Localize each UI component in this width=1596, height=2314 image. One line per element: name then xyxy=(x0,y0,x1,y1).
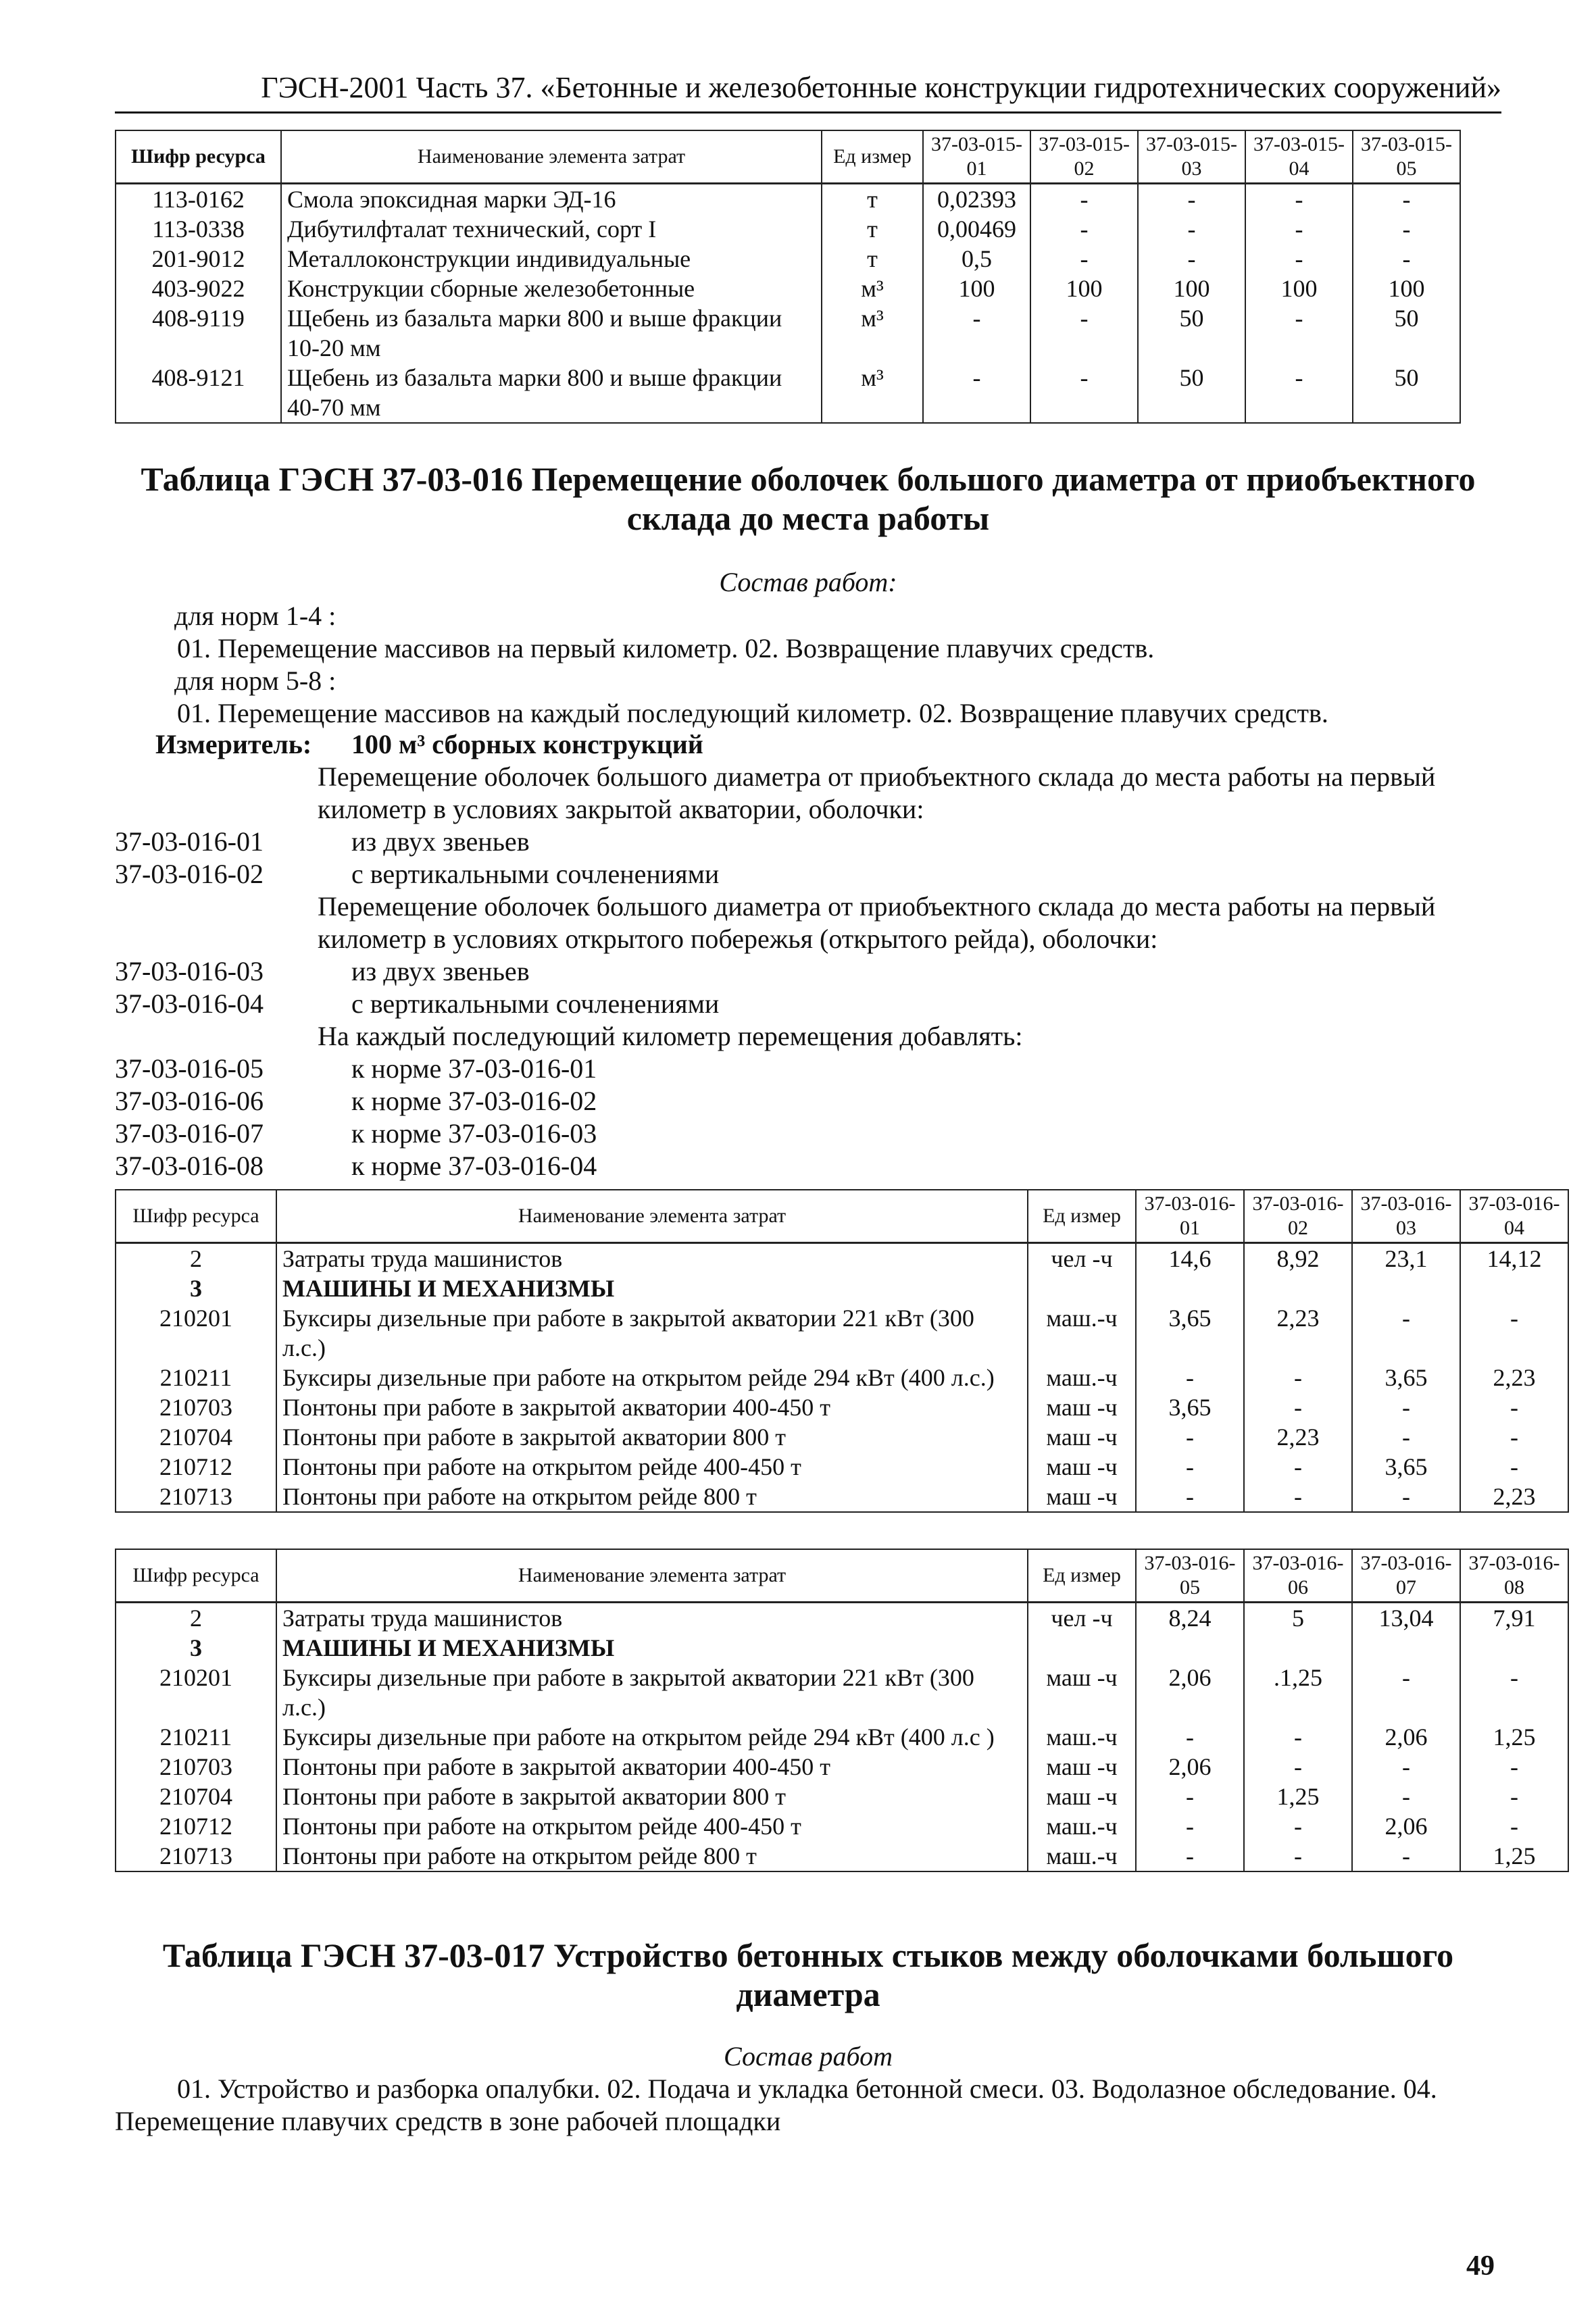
value-cell: 5 xyxy=(1244,1602,1352,1633)
value-cell xyxy=(1244,1633,1352,1663)
value-cell: - xyxy=(1352,1422,1460,1452)
norm-text: из двух звеньев xyxy=(351,826,530,857)
value-cell: 23,1 xyxy=(1352,1242,1460,1274)
running-header: ГЭСН-2001 Часть 37. «Бетонные и железобетонные конструкции гидротехнических сооружений» xyxy=(115,70,1501,114)
value-cell: - xyxy=(1353,183,1460,214)
unit-cell: маш -ч xyxy=(1028,1392,1136,1422)
resource-code-cell: 201-9012 xyxy=(116,244,281,274)
value-cell: 8,92 xyxy=(1244,1242,1352,1274)
value-cell xyxy=(1352,1633,1460,1663)
unit-cell: маш.-ч xyxy=(1028,1363,1136,1392)
table-row xyxy=(116,1242,1568,1274)
norm-text: с вертикальными сочленениями xyxy=(351,859,720,889)
table-row xyxy=(116,274,1460,303)
norm-code: 37-03-016-02 xyxy=(115,859,264,889)
unit-cell: т xyxy=(822,214,923,244)
value-cell: 2,23 xyxy=(1244,1422,1352,1452)
col-header: Наименование элемента затрат xyxy=(276,1549,1028,1602)
unit-cell: маш -ч xyxy=(1028,1482,1136,1512)
unit-cell: чел -ч xyxy=(1028,1242,1136,1274)
table-017-title: Таблица ГЭСН 37-03-017 Устройство бетонных стыков между оболочками большого диаметра xyxy=(162,1936,1454,2013)
value-cell: 100 xyxy=(923,274,1030,303)
unit-cell: маш -ч xyxy=(1028,1752,1136,1782)
col-header: Шифр ресурса xyxy=(116,130,281,183)
col-header: Ед измер xyxy=(1028,1190,1136,1242)
value-cell: - xyxy=(1244,1452,1352,1482)
resource-code-cell: 210704 xyxy=(116,1782,276,1811)
resource-code-cell: 113-0162 xyxy=(116,183,281,214)
value-cell: - xyxy=(1352,1482,1460,1512)
value-cell: 3,65 xyxy=(1136,1392,1244,1422)
col-header: 37-03-015-03 xyxy=(1138,130,1245,183)
resource-code-cell: 210704 xyxy=(116,1422,276,1452)
resource-code-cell: 210211 xyxy=(116,1363,276,1392)
value-cell: - xyxy=(1030,244,1138,274)
norms-range-label: для норм 1-4 : xyxy=(174,601,336,631)
value-cell xyxy=(1136,1274,1244,1303)
col-header: 37-03-016-02 xyxy=(1244,1190,1352,1242)
value-cell: 2,06 xyxy=(1352,1722,1460,1752)
resource-name-cell: Понтоны при работе на открытом рейде 800 т xyxy=(276,1482,1028,1512)
value-cell: 2,23 xyxy=(1244,1303,1352,1363)
norm-text: из двух звеньев xyxy=(351,956,530,986)
value-cell: - xyxy=(1136,1422,1244,1452)
value-cell: 0,5 xyxy=(923,244,1030,274)
composition-label-016: Состав работ: xyxy=(719,567,897,597)
resource-code-cell: 408-9121 xyxy=(116,363,281,423)
value-cell: 1,25 xyxy=(1244,1782,1352,1811)
value-cell: 50 xyxy=(1353,363,1460,423)
page-number: 49 xyxy=(1466,2250,1495,2282)
table-row xyxy=(116,1482,1568,1512)
unit-cell: маш.-ч xyxy=(1028,1811,1136,1841)
value-cell: - xyxy=(1352,1841,1460,1871)
value-cell: 14,6 xyxy=(1136,1242,1244,1274)
resource-name-cell: МАШИНЫ И МЕХАНИЗМЫ xyxy=(276,1633,1028,1663)
unit-cell: м³ xyxy=(822,363,923,423)
table-row xyxy=(116,1722,1568,1752)
value-cell xyxy=(1460,1633,1568,1663)
unit-cell: маш -ч xyxy=(1028,1452,1136,1482)
resource-name-cell: Затраты труда машинистов xyxy=(276,1242,1028,1274)
table-row xyxy=(116,214,1460,244)
value-cell: 13,04 xyxy=(1352,1602,1460,1633)
norm-code: 37-03-016-03 xyxy=(115,956,264,986)
resource-code-cell: 2 xyxy=(116,1602,276,1633)
value-cell: - xyxy=(923,363,1030,423)
resource-code-cell: 408-9119 xyxy=(116,303,281,363)
unit-cell: т xyxy=(822,183,923,214)
resource-code-cell: 210201 xyxy=(116,1303,276,1363)
resource-code-cell: 210712 xyxy=(116,1811,276,1841)
value-cell: - xyxy=(1244,1841,1352,1871)
value-cell: 3,65 xyxy=(1136,1303,1244,1363)
value-cell: 100 xyxy=(1138,274,1245,303)
resource-code-cell: 210703 xyxy=(116,1752,276,1782)
value-cell: - xyxy=(1244,1752,1352,1782)
value-cell: - xyxy=(1352,1392,1460,1422)
resource-code-cell: 2 xyxy=(116,1242,276,1274)
table-row xyxy=(116,1452,1568,1482)
table-row xyxy=(116,1363,1568,1392)
resource-code-cell: 210211 xyxy=(116,1722,276,1752)
value-cell: 1,25 xyxy=(1460,1722,1568,1752)
unit-cell: т xyxy=(822,244,923,274)
table-row xyxy=(116,183,1460,214)
resource-name-cell: Понтоны при работе на открытом рейде 400-450 т xyxy=(276,1452,1028,1482)
unit-cell: маш -ч xyxy=(1028,1422,1136,1452)
table-row xyxy=(116,1663,1568,1722)
norm-text: с вертикальными сочленениями xyxy=(351,988,720,1019)
value-cell: - xyxy=(1353,214,1460,244)
resource-name-cell: Смола эпоксидная марки ЭД-16 xyxy=(281,183,822,214)
value-cell: - xyxy=(1244,1811,1352,1841)
norm-code: 37-03-016-01 xyxy=(115,826,264,857)
col-header: Ед измер xyxy=(1028,1549,1136,1602)
value-cell xyxy=(1244,1274,1352,1303)
resource-name-cell: Конструкции сборные железобетонные xyxy=(281,274,822,303)
table-row xyxy=(116,1602,1568,1633)
resource-name-cell: Затраты труда машинистов xyxy=(276,1602,1028,1633)
value-cell: - xyxy=(1245,244,1353,274)
unit-cell: маш -ч xyxy=(1028,1782,1136,1811)
value-cell: 2,06 xyxy=(1352,1811,1460,1841)
resource-name-cell: Понтоны при работе на открытом рейде 800 т xyxy=(276,1841,1028,1871)
norm-group-description: Перемещение оболочек большого диаметра от приобъектного склада до места работы на первый километр в условиях закрытой акватории, оболочки: xyxy=(318,761,1436,824)
norm-code: 37-03-016-04 xyxy=(115,988,264,1019)
value-cell: - xyxy=(1136,1841,1244,1871)
resource-name-cell: Понтоны при работе в закрытой акватории 400-450 т xyxy=(276,1752,1028,1782)
value-cell: - xyxy=(1244,1363,1352,1392)
value-cell: - xyxy=(1030,303,1138,363)
value-cell: - xyxy=(1245,303,1353,363)
unit-cell: чел -ч xyxy=(1028,1602,1136,1633)
resource-code-cell: 210703 xyxy=(116,1392,276,1422)
resource-name-cell: Понтоны при работе в закрытой акватории 800 т xyxy=(276,1422,1028,1452)
value-cell: - xyxy=(1245,363,1353,423)
value-cell: - xyxy=(1460,1811,1568,1841)
table-row xyxy=(116,1752,1568,1782)
resource-code-cell: 113-0338 xyxy=(116,214,281,244)
resource-code-cell: 403-9022 xyxy=(116,274,281,303)
value-cell: - xyxy=(1460,1752,1568,1782)
value-cell: - xyxy=(1352,1303,1460,1363)
composition-label-017: Состав работ xyxy=(724,2041,893,2071)
value-cell: - xyxy=(1244,1482,1352,1512)
col-header: Шифр ресурса xyxy=(116,1549,276,1602)
norm-group-description: Перемещение оболочек большого диаметра от приобъектного склада до места работы на первый километр в условиях открытого побережья (открытого рейда), оболочки: xyxy=(318,891,1436,954)
norm-text: к норме 37-03-016-02 xyxy=(351,1086,597,1116)
value-cell: - xyxy=(1352,1752,1460,1782)
value-cell: 3,65 xyxy=(1352,1452,1460,1482)
value-cell: 7,91 xyxy=(1460,1602,1568,1633)
table-row xyxy=(116,363,1460,423)
col-header: 37-03-016-05 xyxy=(1136,1549,1244,1602)
value-cell: - xyxy=(1460,1663,1568,1722)
value-cell xyxy=(1136,1633,1244,1663)
resource-name-cell: Понтоны при работе в закрытой акватории 400-450 т xyxy=(276,1392,1028,1422)
value-cell: 2,23 xyxy=(1460,1482,1568,1512)
unit-cell: маш.-ч xyxy=(1028,1722,1136,1752)
norms-range-label: для норм 5-8 : xyxy=(174,665,336,696)
col-header: 37-03-015-02 xyxy=(1030,130,1138,183)
value-cell: 50 xyxy=(1353,303,1460,363)
col-header: 37-03-016-06 xyxy=(1244,1549,1352,1602)
value-cell: - xyxy=(1136,1782,1244,1811)
value-cell: - xyxy=(1138,244,1245,274)
value-cell: - xyxy=(1460,1303,1568,1363)
value-cell: 0,00469 xyxy=(923,214,1030,244)
resource-name-cell: Буксиры дизельные при работе на открытом рейде 294 кВт (400 л.с ) xyxy=(276,1722,1028,1752)
table-row xyxy=(116,1782,1568,1811)
value-cell: - xyxy=(1460,1392,1568,1422)
table-row xyxy=(116,1841,1568,1871)
resource-table-016-a xyxy=(115,1189,1569,1513)
norm-code: 37-03-016-05 xyxy=(115,1053,264,1084)
value-cell: - xyxy=(1245,183,1353,214)
resource-name-cell: Понтоны при работе в закрытой акватории 800 т xyxy=(276,1782,1028,1811)
value-cell: - xyxy=(1460,1422,1568,1452)
norm-group-description: На каждый последующий километр перемещения добавлять: xyxy=(318,1021,1023,1051)
value-cell: 1,25 xyxy=(1460,1841,1568,1871)
col-header: 37-03-015-01 xyxy=(923,130,1030,183)
norm-code: 37-03-016-08 xyxy=(115,1151,264,1181)
value-cell: - xyxy=(1460,1782,1568,1811)
value-cell: - xyxy=(1352,1663,1460,1722)
resource-code-cell: 3 xyxy=(116,1274,276,1303)
norm-text: к норме 37-03-016-04 xyxy=(351,1151,597,1181)
value-cell: - xyxy=(923,303,1030,363)
resource-name-cell: Буксиры дизельные при работе в закрытой акватории 221 кВт (300 л.с.) xyxy=(276,1663,1028,1722)
resource-code-cell: 210201 xyxy=(116,1663,276,1722)
unit-cell xyxy=(1028,1274,1136,1303)
value-cell: 8,24 xyxy=(1136,1602,1244,1633)
value-cell xyxy=(1352,1274,1460,1303)
col-header: 37-03-016-03 xyxy=(1352,1190,1460,1242)
col-header: 37-03-016-07 xyxy=(1352,1549,1460,1602)
col-header: 37-03-016-08 xyxy=(1460,1549,1568,1602)
work-step-line: 01. Перемещение массивов на первый километр. 02. Возвращение плавучих средств. xyxy=(177,633,1155,663)
col-header: Наименование элемента затрат xyxy=(281,130,822,183)
value-cell: - xyxy=(1136,1452,1244,1482)
col-header: Наименование элемента затрат xyxy=(276,1190,1028,1242)
value-cell: - xyxy=(1460,1452,1568,1482)
table-row xyxy=(116,1633,1568,1663)
resource-name-cell: Щебень из базальта марки 800 и выше фракции 40-70 мм xyxy=(281,363,822,423)
col-header: 37-03-015-05 xyxy=(1353,130,1460,183)
value-cell: 2,23 xyxy=(1460,1363,1568,1392)
resource-name-cell: Щебень из базальта марки 800 и выше фракции 10-20 мм xyxy=(281,303,822,363)
value-cell: - xyxy=(1136,1722,1244,1752)
norm-text: к норме 37-03-016-03 xyxy=(351,1118,597,1149)
value-cell: 100 xyxy=(1030,274,1138,303)
value-cell: - xyxy=(1136,1811,1244,1841)
work-composition-017: 01. Устройство и разборка опалубки. 02. Подача и укладка бетонной смеси. 03. Водолазное обследование. 04. Перемещение плавучих средств в зоне рабочей площадки xyxy=(115,2073,1437,2136)
col-header: 37-03-016-01 xyxy=(1136,1190,1244,1242)
table-row xyxy=(116,1422,1568,1452)
table-row xyxy=(116,303,1460,363)
value-cell: 3,65 xyxy=(1352,1363,1460,1392)
value-cell: - xyxy=(1244,1392,1352,1422)
table-row xyxy=(116,1811,1568,1841)
value-cell: .1,25 xyxy=(1244,1663,1352,1722)
value-cell: - xyxy=(1136,1363,1244,1392)
value-cell: - xyxy=(1353,244,1460,274)
resource-name-cell: МАШИНЫ И МЕХАНИЗМЫ xyxy=(276,1274,1028,1303)
unit-cell: маш.-ч xyxy=(1028,1841,1136,1871)
table-row xyxy=(116,1303,1568,1363)
resource-code-cell: 210713 xyxy=(116,1841,276,1871)
value-cell xyxy=(1460,1274,1568,1303)
col-header: 37-03-015-04 xyxy=(1245,130,1353,183)
work-step-line: 01. Перемещение массивов на каждый последующий километр. 02. Возвращение плавучих средств. xyxy=(177,698,1328,728)
value-cell: 100 xyxy=(1245,274,1353,303)
table-row xyxy=(116,244,1460,274)
norm-text: к норме 37-03-016-01 xyxy=(351,1053,597,1084)
meter-value: 100 м³ сборных конструкций xyxy=(351,729,703,759)
resource-name-cell: Буксиры дизельные при работе на открытом рейде 294 кВт (400 л.с.) xyxy=(276,1363,1028,1392)
resource-name-cell: Буксиры дизельные при работе в закрытой акватории 221 кВт (300 л.с.) xyxy=(276,1303,1028,1363)
norm-code: 37-03-016-07 xyxy=(115,1118,264,1149)
resource-name-cell: Понтоны при работе на открытом рейде 400-450 т xyxy=(276,1811,1028,1841)
norm-code: 37-03-016-06 xyxy=(115,1086,264,1116)
resource-code-cell: 3 xyxy=(116,1633,276,1663)
table-row xyxy=(116,1392,1568,1422)
value-cell: 14,12 xyxy=(1460,1242,1568,1274)
value-cell: - xyxy=(1138,214,1245,244)
value-cell: 50 xyxy=(1138,303,1245,363)
unit-cell: маш -ч xyxy=(1028,1663,1136,1722)
resource-name-cell: Дибутилфталат технический, сорт I xyxy=(281,214,822,244)
meter-label: Измеритель: xyxy=(155,729,312,759)
resource-name-cell: Металлоконструкции индивидуальные xyxy=(281,244,822,274)
value-cell: - xyxy=(1352,1782,1460,1811)
value-cell: - xyxy=(1244,1722,1352,1752)
unit-cell: м³ xyxy=(822,303,923,363)
resource-code-cell: 210713 xyxy=(116,1482,276,1512)
unit-cell xyxy=(1028,1633,1136,1663)
value-cell: 2,06 xyxy=(1136,1752,1244,1782)
value-cell: 2,06 xyxy=(1136,1663,1244,1722)
value-cell: - xyxy=(1030,214,1138,244)
value-cell: - xyxy=(1138,183,1245,214)
col-header: Шифр ресурса xyxy=(116,1190,276,1242)
col-header: 37-03-016-04 xyxy=(1460,1190,1568,1242)
unit-cell: м³ xyxy=(822,274,923,303)
value-cell: 0,02393 xyxy=(923,183,1030,214)
resource-table-015 xyxy=(115,130,1461,424)
value-cell: - xyxy=(1030,183,1138,214)
table-016-title: Таблица ГЭСН 37-03-016 Перемещение оболочек большого диаметра от приобъектного склада до места работы xyxy=(141,460,1476,537)
resource-code-cell: 210712 xyxy=(116,1452,276,1482)
value-cell: - xyxy=(1245,214,1353,244)
value-cell: 100 xyxy=(1353,274,1460,303)
table-row xyxy=(116,1274,1568,1303)
col-header: Ед измер xyxy=(822,130,923,183)
value-cell: 50 xyxy=(1138,363,1245,423)
unit-cell: маш.-ч xyxy=(1028,1303,1136,1363)
value-cell: - xyxy=(1136,1482,1244,1512)
resource-table-016-b xyxy=(115,1549,1569,1872)
value-cell: - xyxy=(1030,363,1138,423)
